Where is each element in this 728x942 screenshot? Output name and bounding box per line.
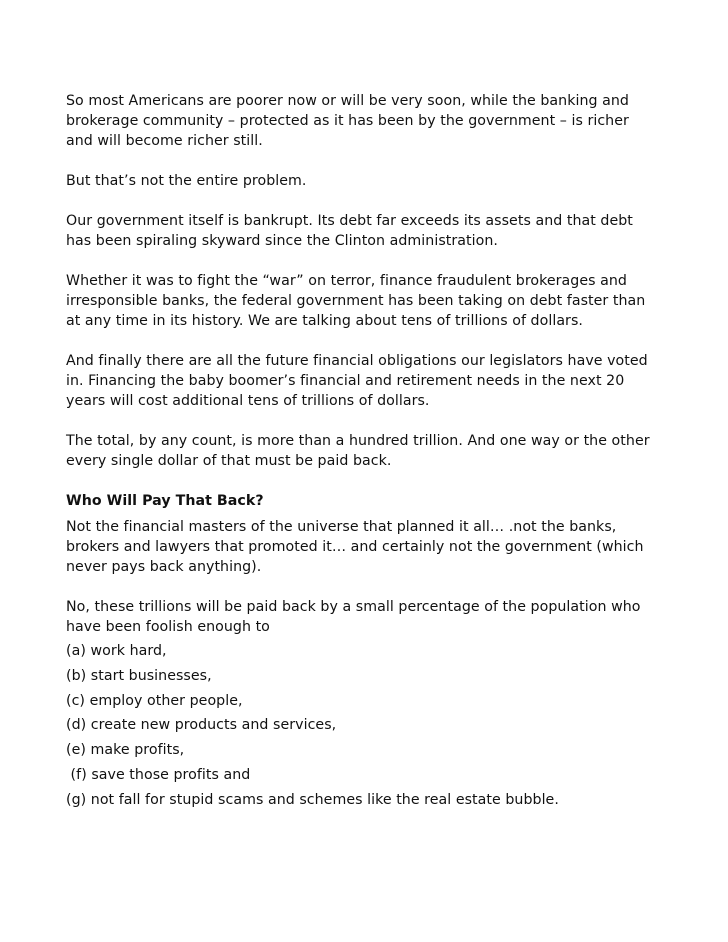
document-body bbox=[66, 91, 666, 815]
paragraph-entire-problem: But that’s not the entire problem. bbox=[66, 173, 307, 189]
section-heading: Who Will Pay That Back? bbox=[66, 493, 264, 509]
paragraph-not-financial-masters: Not the financial masters of the universe that planned it all… .not the banks, brokers and lawyers that promoted it… and certainly not the government (which never pays back anything). bbox=[66, 519, 644, 575]
foolish-enough-list bbox=[66, 641, 666, 810]
list-item: (f) save those profits and bbox=[66, 766, 251, 783]
list-item: (d) create new products and services, bbox=[66, 717, 337, 734]
list-item: (e) make profits, bbox=[66, 742, 185, 759]
list-item: (b) start businesses, bbox=[66, 667, 212, 684]
paragraph-total-trillion: The total, by any count, is more than a hundred trillion. And one way or the other every single dollar of that must be paid back. bbox=[66, 433, 650, 469]
paragraph-war-on-terror: Whether it was to fight the “war” on terror, finance fraudulent brokerages and irresponsible banks, the federal government has been taking on debt faster than at any time in its history. We are talking about tens of trillions of dollars. bbox=[66, 273, 646, 329]
list-item: (g) not fall for stupid scams and schemes like the real estate bubble. bbox=[66, 791, 559, 808]
paragraph-future-obligations: And finally there are all the future financial obligations our legislators have voted in. Financing the baby boomer’s financial and retirement needs in the next 20 years will cost additional tens of trillions of dollars. bbox=[66, 353, 648, 409]
list-item: (c) employ other people, bbox=[66, 692, 243, 709]
list-item: (a) work hard, bbox=[66, 643, 167, 659]
paragraph-americans-poorer: So most Americans are poorer now or will be very soon, while the banking and brokerage community – protected as it has been by the government – is richer and will become richer still. bbox=[66, 93, 629, 149]
paragraph-government-bankrupt: Our government itself is bankrupt. Its debt far exceeds its assets and that debt has been spiraling skyward since the Clinton administration. bbox=[66, 213, 633, 249]
paragraph-paid-back-by: No, these trillions will be paid back by a small percentage of the population who have been foolish enough to bbox=[66, 599, 641, 635]
